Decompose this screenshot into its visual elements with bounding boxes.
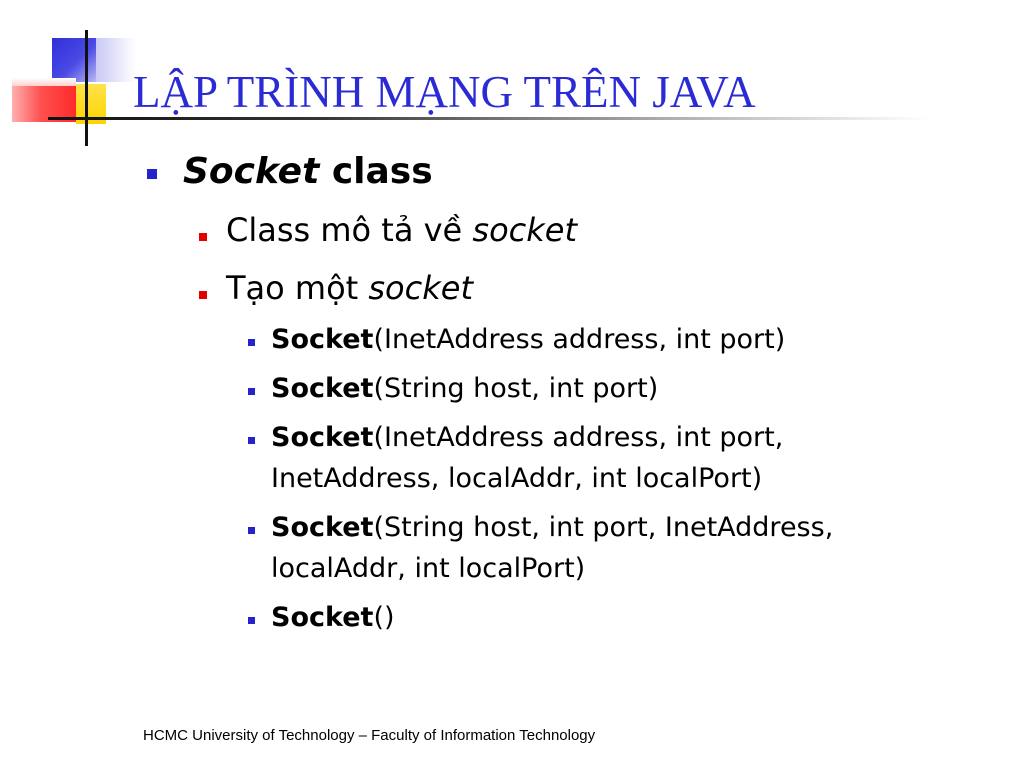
constructor-name: Socket <box>271 512 374 543</box>
slide-footer: HCMC University of Technology – Faculty of Information Technology <box>143 727 596 744</box>
bullet-square-icon <box>248 437 255 444</box>
constructor-item <box>271 369 658 409</box>
constructor-item <box>271 418 783 458</box>
slide-title: LẬP TRÌNH MẠNG TRÊN JAVA <box>133 67 756 117</box>
constructor-params-continued: localAddr, int localPort) <box>271 553 586 584</box>
constructor-params: (String host, int port) <box>373 373 659 404</box>
constructor-params-continued: InetAddress, localAddr, int localPort) <box>271 463 763 494</box>
bullet-square-icon <box>248 527 255 534</box>
constructor-item <box>271 320 785 360</box>
constructor-name: Socket <box>271 602 374 633</box>
constructor-name: Socket <box>271 324 374 355</box>
bullet-square-icon <box>199 291 207 299</box>
item-italic: socket <box>368 269 473 307</box>
item-text: Class mô tả về <box>226 211 473 249</box>
constructor-params: (InetAddress address, int port) <box>373 324 786 355</box>
item-italic: socket <box>472 211 578 249</box>
constructor-params: (InetAddress address, int port, <box>373 422 784 453</box>
constructor-params: () <box>373 602 395 633</box>
bullet-square-icon <box>199 233 207 241</box>
constructor-name: Socket <box>271 373 374 404</box>
constructor-item <box>271 598 395 638</box>
constructor-params: (String host, int port, InetAddress, <box>373 512 834 543</box>
class-word: class <box>319 151 433 192</box>
bullet-square-icon <box>147 169 157 179</box>
bullet-square-icon <box>248 617 255 624</box>
heading-socket-class <box>183 150 433 194</box>
socket-keyword: Socket <box>183 151 320 192</box>
item-text: Tạo một <box>226 269 369 307</box>
item-create-socket <box>226 268 473 308</box>
item-class-description <box>226 210 577 250</box>
constructor-name: Socket <box>271 422 374 453</box>
bullet-square-icon <box>248 388 255 395</box>
bullet-square-icon <box>248 339 255 346</box>
constructor-item <box>271 508 833 548</box>
